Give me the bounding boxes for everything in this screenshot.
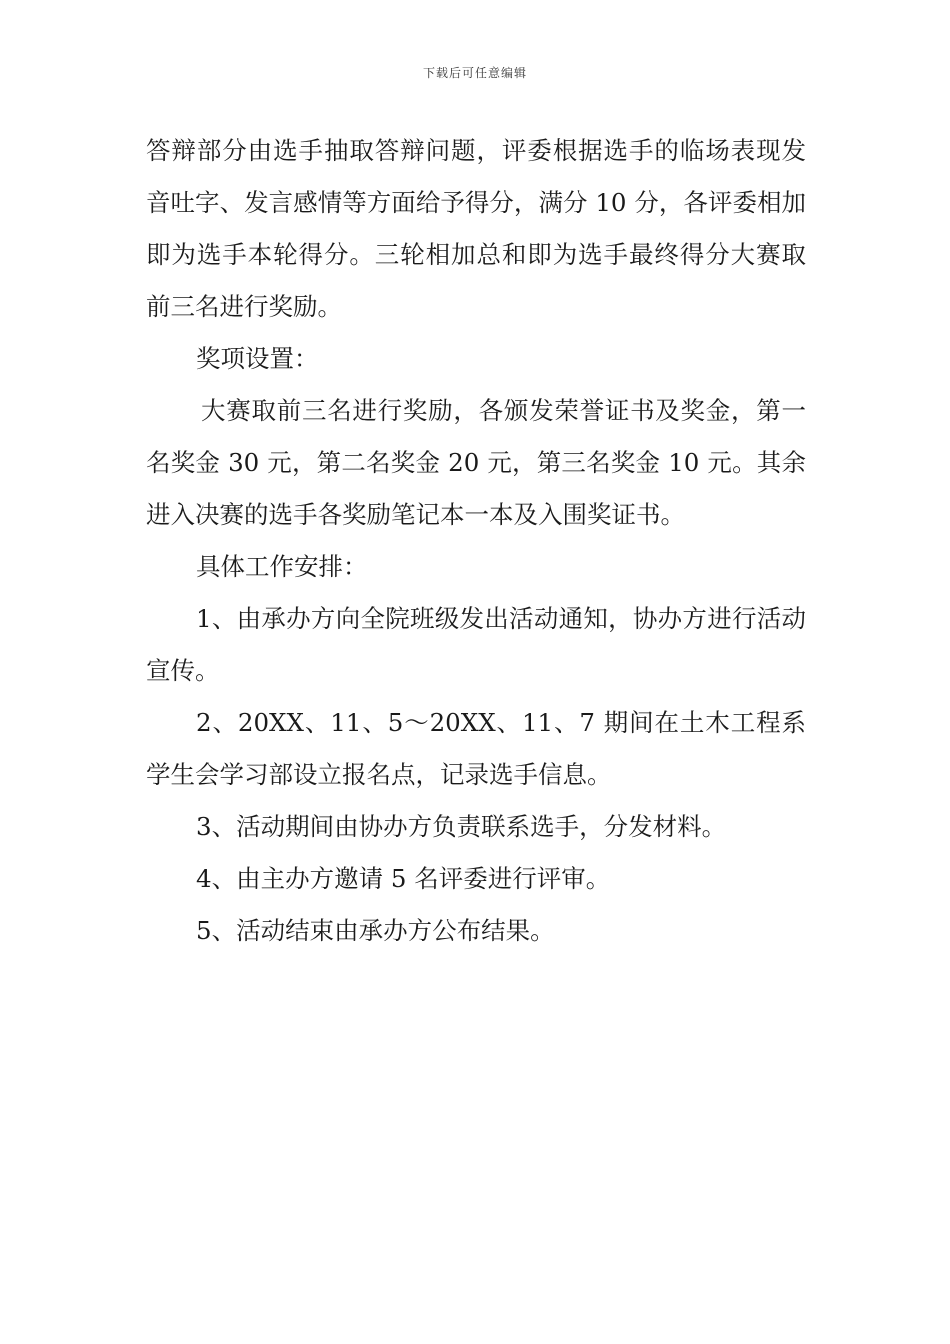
list-item: 5、活动结束由承办方公布结果。 bbox=[196, 916, 555, 945]
page-header: 下载后可任意编辑 bbox=[422, 66, 527, 80]
work-arrangement-heading: 具体工作安排： bbox=[196, 552, 368, 581]
list-item: 2、20XX、11、5～20XX、11、7 期间在土木工程系学生会学习部设立报名点，记录选手信息。 bbox=[146, 708, 806, 789]
awards-paragraph: 大赛取前三名进行奖励，各颁发荣誉证书及奖金，第一名奖金 30 元，第二名奖金 20 元，第三名奖金 10 元。其余进入决赛的选手各奖励笔记本一本及入围奖证书。 bbox=[146, 396, 806, 529]
awards-heading: 奖项设置： bbox=[196, 344, 319, 373]
list-item: 1、由承办方向全院班级发出活动通知，协办方进行活动宣传。 bbox=[146, 604, 806, 685]
list-item: 3、活动期间由协办方负责联系选手，分发材料。 bbox=[196, 812, 727, 841]
document-body bbox=[146, 125, 806, 957]
list-item: 4、由主办方邀请 5 名评委进行评审。 bbox=[196, 864, 611, 893]
scoring-paragraph: 答辩部分由选手抽取答辩问题，评委根据选手的临场表现发音吐字、发言感情等方面给予得分，满分 10 分，各评委相加即为选手本轮得分。三轮相加总和即为选手最终得分大赛取前三名进行奖励。 bbox=[146, 136, 806, 321]
